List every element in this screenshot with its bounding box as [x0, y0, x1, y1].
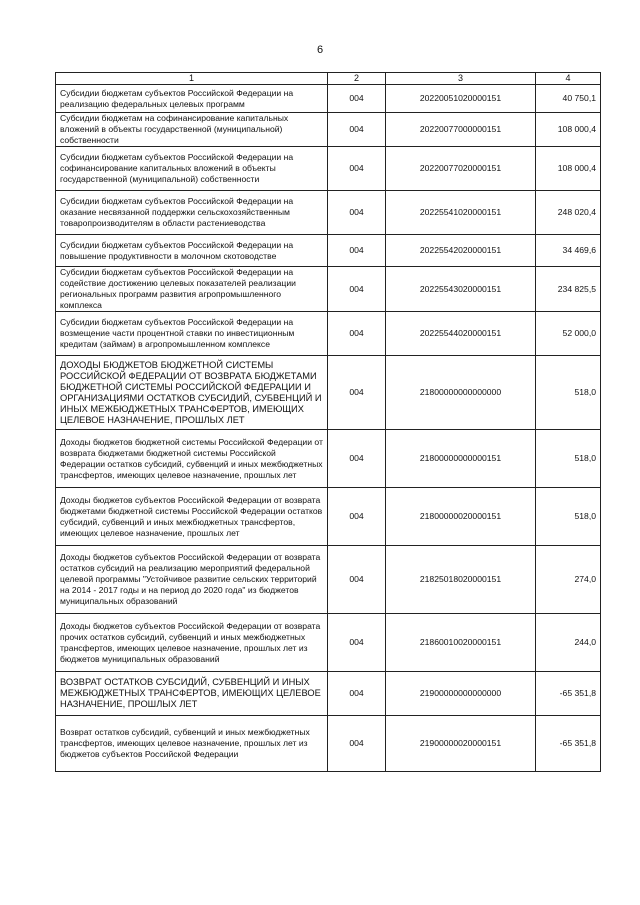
amount-cell: 518,0 — [536, 488, 601, 546]
amount-cell: -65 351,8 — [536, 672, 601, 716]
budget-classification-code-cell: 21800000000000000 — [386, 356, 536, 430]
budget-classification-code-cell: 21825018020000151 — [386, 546, 536, 614]
admin-code-cell: 004 — [328, 113, 386, 147]
amount-cell: 518,0 — [536, 430, 601, 488]
amount-cell: 518,0 — [536, 356, 601, 430]
admin-code-cell: 004 — [328, 546, 386, 614]
budget-classification-code-cell: 21800000020000151 — [386, 488, 536, 546]
budget-classification-code-cell: 21800000000000151 — [386, 430, 536, 488]
income-name-cell: ДОХОДЫ БЮДЖЕТОВ БЮДЖЕТНОЙ СИСТЕМЫ РОССИЙСКОЙ ФЕДЕРАЦИИ ОТ ВОЗВРАТА БЮДЖЕТАМИ БЮДЖЕТНОЙ СИСТЕМЫ РОССИЙСКОЙ ФЕДЕРАЦИИ И ОРГАНИЗАЦИЯМИ ОСТАТКОВ СУБСИДИЙ, СУБВЕНЦИЙ И ИНЫХ МЕЖБЮДЖЕТНЫХ ТРАНСФЕРТОВ, ИМЕЮЩИХ ЦЕЛЕВОЕ НАЗНАЧЕНИЕ, ПРОШЛЫХ ЛЕТ — [56, 356, 328, 430]
budget-classification-code-cell: 20220051020000151 — [386, 85, 536, 113]
table-row — [56, 430, 601, 488]
admin-code-cell: 004 — [328, 191, 386, 235]
header-col-2: 2 — [328, 73, 386, 85]
income-name-cell: Субсидии бюджетам субъектов Российской Федерации на оказание несвязанной поддержки сельскохозяйственным товаропроизводителям в области растениеводства — [56, 191, 328, 235]
amount-cell: 244,0 — [536, 614, 601, 672]
income-name-cell: Субсидии бюджетам субъектов Российской Федерации на софинансирование капитальных вложений в объекты государственной (муниципальной) собственности — [56, 147, 328, 191]
table-body — [56, 85, 601, 772]
table-row — [56, 85, 601, 113]
income-name-cell: Доходы бюджетов субъектов Российской Федерации от возврата бюджетами бюджетной системы Российской Федерации остатков субсидий, субвенций и иных межбюджетных трансфертов, имеющих целевое назначение, прошлых лет — [56, 488, 328, 546]
admin-code-cell: 004 — [328, 147, 386, 191]
income-name-cell: Доходы бюджетов субъектов Российской Федерации от возврата прочих остатков субсидий, субвенций и иных межбюджетных трансфертов, имеющих целевое назначение, прошлых лет из бюджетов муниципальных образований — [56, 614, 328, 672]
income-name-cell: ВОЗВРАТ ОСТАТКОВ СУБСИДИЙ, СУБВЕНЦИЙ И ИНЫХ МЕЖБЮДЖЕТНЫХ ТРАНСФЕРТОВ, ИМЕЮЩИХ ЦЕЛЕВОЕ НАЗНАЧЕНИЕ, ПРОШЛЫХ ЛЕТ — [56, 672, 328, 716]
header-col-4: 4 — [536, 73, 601, 85]
table-row — [56, 267, 601, 312]
amount-cell: 40 750,1 — [536, 85, 601, 113]
income-name-cell: Доходы бюджетов бюджетной системы Российской Федерации от возврата бюджетами бюджетной системы Российской Федерации остатков субсидий, субвенций и иных межбюджетных трансфертов, имеющих целевое назначение, прошлых лет — [56, 430, 328, 488]
page-number: 6 — [316, 44, 324, 56]
amount-cell: 108 000,4 — [536, 147, 601, 191]
budget-classification-code-cell: 21860010020000151 — [386, 614, 536, 672]
table-row — [56, 546, 601, 614]
amount-cell: 52 000,0 — [536, 312, 601, 356]
income-name-cell: Возврат остатков субсидий, субвенций и иных межбюджетных трансфертов, имеющих целевое назначение, прошлых лет из бюджетов субъектов Российской Федерации — [56, 716, 328, 772]
budget-classification-code-cell: 20220077000000151 — [386, 113, 536, 147]
budget-classification-code-cell: 20225542020000151 — [386, 235, 536, 267]
budget-classification-code-cell: 21900000000000000 — [386, 672, 536, 716]
admin-code-cell: 004 — [328, 312, 386, 356]
table-row — [56, 614, 601, 672]
amount-cell: 234 825,5 — [536, 267, 601, 312]
table-row — [56, 672, 601, 716]
table-row — [56, 488, 601, 546]
amount-cell: 34 469,6 — [536, 235, 601, 267]
header-col-3: 3 — [386, 73, 536, 85]
header-col-1: 1 — [56, 73, 328, 85]
admin-code-cell: 004 — [328, 488, 386, 546]
admin-code-cell: 004 — [328, 716, 386, 772]
admin-code-cell: 004 — [328, 267, 386, 312]
admin-code-cell: 004 — [328, 85, 386, 113]
admin-code-cell: 004 — [328, 430, 386, 488]
income-name-cell: Субсидии бюджетам субъектов Российской Федерации на возмещение части процентной ставки по инвестиционным кредитам (займам) в агропромышленном комплексе — [56, 312, 328, 356]
budget-classification-code-cell: 20225544020000151 — [386, 312, 536, 356]
budget-revenue-table — [55, 72, 601, 772]
income-name-cell: Субсидии бюджетам субъектов Российской Федерации на реализацию федеральных целевых программ — [56, 85, 328, 113]
admin-code-cell: 004 — [328, 235, 386, 267]
admin-code-cell: 004 — [328, 356, 386, 430]
amount-cell: -65 351,8 — [536, 716, 601, 772]
amount-cell: 108 000,4 — [536, 113, 601, 147]
table-row — [56, 191, 601, 235]
budget-classification-code-cell: 21900000020000151 — [386, 716, 536, 772]
table-row — [56, 716, 601, 772]
budget-classification-code-cell: 20225541020000151 — [386, 191, 536, 235]
table-row — [56, 235, 601, 267]
table-row — [56, 356, 601, 430]
income-name-cell: Субсидии бюджетам на софинансирование капитальных вложений в объекты государственной (муниципальной) собственности — [56, 113, 328, 147]
table-row — [56, 147, 601, 191]
income-name-cell: Доходы бюджетов субъектов Российской Федерации от возврата остатков субсидий на реализацию мероприятий федеральной целевой программы "Устойчивое развитие сельских территорий на 2014 - 2017 годы и на период до 2020 года" из бюджетов муниципальных образований — [56, 546, 328, 614]
table-header-row — [56, 73, 601, 85]
income-name-cell: Субсидии бюджетам субъектов Российской Федерации на содействие достижению целевых показателей реализации региональных программ развития агропромышленного комплекса — [56, 267, 328, 312]
amount-cell: 274,0 — [536, 546, 601, 614]
budget-classification-code-cell: 20220077020000151 — [386, 147, 536, 191]
table-row — [56, 113, 601, 147]
admin-code-cell: 004 — [328, 672, 386, 716]
admin-code-cell: 004 — [328, 614, 386, 672]
amount-cell: 248 020,4 — [536, 191, 601, 235]
table-row — [56, 312, 601, 356]
income-name-cell: Субсидии бюджетам субъектов Российской Федерации на повышение продуктивности в молочном скотоводстве — [56, 235, 328, 267]
budget-classification-code-cell: 20225543020000151 — [386, 267, 536, 312]
